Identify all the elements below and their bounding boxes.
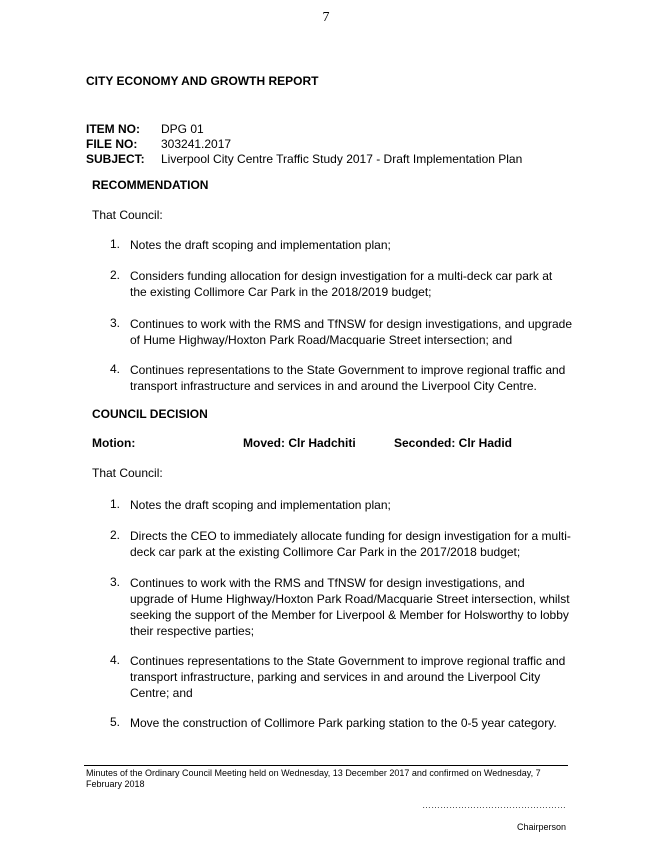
rec-item-text: Considers funding allocation for design investigation for a multi-deck car park at <box>130 269 553 283</box>
decision-item-text: Continues representations to the State Government to improve regional traffic and <box>130 654 566 668</box>
decision-item-text: Directs the CEO to immediately allocate funding for design investigation for a multi- <box>130 529 571 543</box>
rec-item-text: the existing Collimore Car Park in the 2018/2019 budget; <box>130 285 432 299</box>
decision-item-number: 4. <box>110 653 121 667</box>
rec-item-text: Continues to work with the RMS and TfNSW for design investigations, and upgrade <box>130 317 573 331</box>
motion-label: Motion: <box>92 436 136 450</box>
decision-item-text: Continues to work with the RMS and TfNSW for design investigations, and <box>130 576 525 590</box>
council-decision-heading: COUNCIL DECISION <box>92 407 208 421</box>
decision-item-number: 1. <box>110 497 121 511</box>
signature-line: ………………………………………… <box>422 800 566 810</box>
subject-label: SUBJECT: <box>86 152 145 166</box>
rec-item-text: Continues representations to the State Government to improve regional traffic and <box>130 363 566 377</box>
decision-item-number: 5. <box>110 715 121 729</box>
minutes-footer: Minutes of the Ordinary Council Meeting held on Wednesday, 13 December 2017 and confirmed on Wednesday, 7 February 2018 <box>86 768 541 789</box>
file-no-label: FILE NO: <box>86 137 138 151</box>
decision-item-text: Move the construction of Collimore Park parking station to the 0-5 year category. <box>130 716 557 730</box>
recommendation-intro: That Council: <box>92 208 163 222</box>
decision-item-text: their respective parties; <box>130 624 255 638</box>
page-number: 7 <box>322 10 330 25</box>
footer-divider <box>84 765 568 766</box>
rec-item-number: 3. <box>110 316 121 330</box>
decision-item-text: transport infrastructure, parking and services in and around the Liverpool City <box>130 670 541 684</box>
rec-item-text: of Hume Highway/Hoxton Park Road/Macquarie Street intersection; and <box>130 333 513 347</box>
rec-item-text: Notes the draft scoping and implementation plan; <box>130 238 391 252</box>
decision-intro: That Council: <box>92 466 163 480</box>
seconded-by: Seconded: Clr Hadid <box>394 436 513 450</box>
rec-item-number: 4. <box>110 362 121 376</box>
decision-item-number: 2. <box>110 528 121 542</box>
decision-item-text: upgrade of Hume Highway/Hoxton Park Road/Macquarie Street intersection, whilst <box>130 592 570 606</box>
rec-item-number: 2. <box>110 268 121 282</box>
chairperson-label: Chairperson <box>516 822 566 832</box>
decision-item-number: 3. <box>110 575 121 589</box>
file-no-value: 303241.2017 <box>161 137 232 151</box>
item-no-value: DPG 01 <box>161 122 204 136</box>
item-no-label: ITEM NO: <box>86 122 140 136</box>
report-title: CITY ECONOMY AND GROWTH REPORT <box>86 74 319 88</box>
moved-by: Moved: Clr Hadchiti <box>243 436 356 450</box>
rec-item-number: 1. <box>110 237 121 251</box>
subject-value: Liverpool City Centre Traffic Study 2017 - Draft Implementation Plan <box>161 152 523 166</box>
decision-item-text: seeking the support of the Member for Liverpool & Member for Holsworthy to lobby <box>130 608 569 622</box>
decision-item-text: deck car park at the existing Collimore Car Park in the 2017/2018 budget; <box>130 545 521 559</box>
rec-item-text: transport infrastructure and services in and around the Liverpool City Centre. <box>130 379 537 393</box>
decision-item-text: Centre; and <box>130 686 193 700</box>
recommendation-heading: RECOMMENDATION <box>92 178 209 192</box>
decision-item-text: Notes the draft scoping and implementation plan; <box>130 498 391 512</box>
